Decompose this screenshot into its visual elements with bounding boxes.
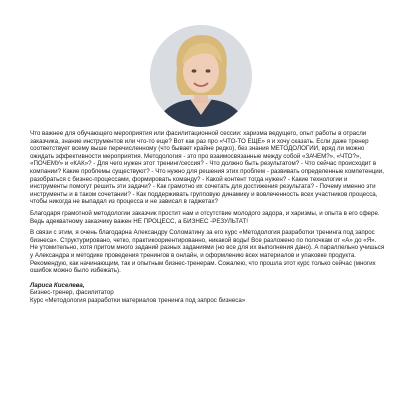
signature bbox=[30, 282, 385, 304]
testimonial-text bbox=[30, 130, 385, 304]
author-name: Лариса Киселева, bbox=[30, 281, 85, 289]
author-course: Курс «Методология разработки материалов тренинга под запрос бизнеса» bbox=[30, 296, 246, 304]
testimonial-paragraph-3: В связи с этим, я очень благодарна Александру Соломатину за его курс «Методология разработки тренинга под запрос бизнеса». Структурировано, четко, практикоориентированно, никакой воды! Все разложено по полочкам от «А» до «Я». Не утомительно, хотя притом много заданий разных заданиями (но все для их выполнения дано). А параллельно учишься у Александра и методике проведения тренингов в онлайн, и оформлению всех материалов и упаковке продукта. Рекомендую, как начинающим, так и опытным бизнес-тренерам. Сожалею, что прошла этот курс только сейчас (многих ошибок можно было избежать). bbox=[30, 229, 385, 275]
testimonial-paragraph-1: Что важнее для обучающего мероприятия или фасилитационной сессии: харизма ведущего, опыт работы в отрасли заказчика, знание инструментов или что-то еще? Вот как раз про «ЧТО-ТО ЕЩЕ» я и хочу сказать. Если даже тренер соответствует всему выше перечисленному (что бывает крайне редко), без знания МЕТОДОЛОГИИ, вряд ли можно ожидать эффективности мероприятия. Методология - это про взаимосвязанные между собой «ЗАЧЕМ?», «ЧТО?», «ПОЧЕМУ» и «КАК»? - Для чего нужен этот тренинг/сессия? - Что должно быть результатом? - Что сейчас происходит в компании? Какие проблемы существуют? - Что нужно для решения этих проблем - развивать определенные компетенции, разобраться с бизнес-процессами, формировать команду? - Какой контент тогда нужен? - Какие технологии и инструменты помогут решить эти задачи? - Как грамотно их сочетать для достижения результата? - Почему именно эти инструменты и в таком сочетании? - Как поддерживать групповую динамику и вовлеченность всех участников процесса, чтобы никогда не выпадал из процесса и не зависал в гаджетах? bbox=[30, 130, 384, 206]
testimonial-paragraph-2: Благодаря грамотной методологии заказчик простит нам и отсутствие молодого задора, и харизмы, и опыта в его сфере. Ведь адекватному заказчику важен НЕ ПРОЦЕСС, а БИЗНЕС -РЕЗУЛЬТАТ! bbox=[30, 209, 380, 225]
author-photo bbox=[150, 25, 252, 127]
author-role: Бизнес-тренер, фасилитатор bbox=[30, 289, 114, 297]
